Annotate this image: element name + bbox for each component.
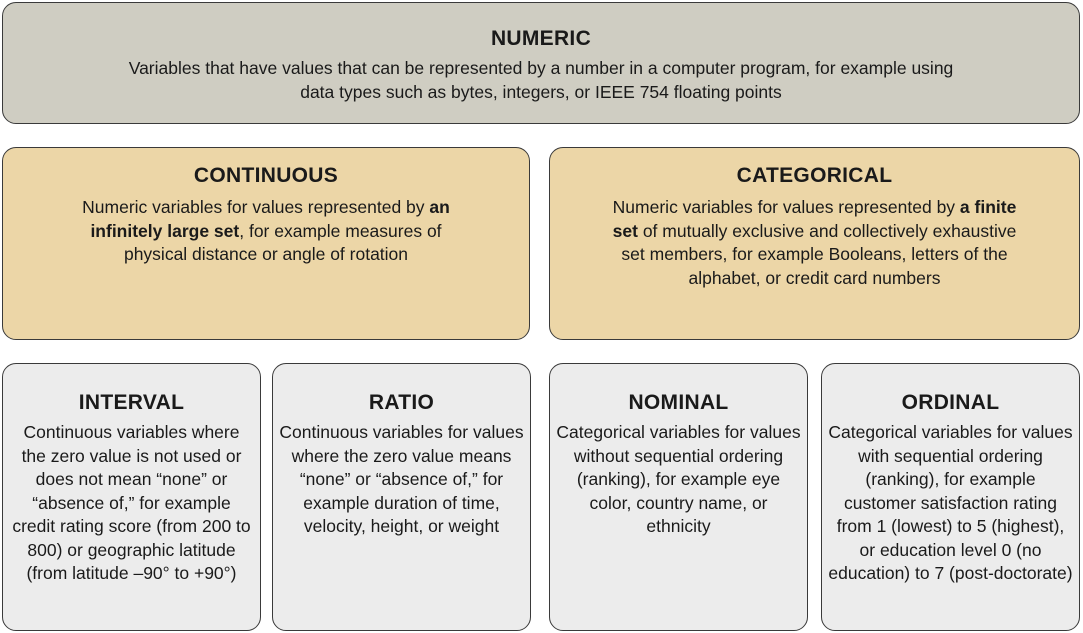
ratio-box [272, 363, 531, 631]
nominal-description: Categorical variables for values without sequential ordering (ranking), for example eye color, country name, or ethnicity [556, 422, 801, 536]
interval-title: INTERVAL [78, 391, 185, 414]
nominal-title: NOMINAL [628, 391, 729, 414]
ratio-description: Continuous variables for values where the zero value means “none” or “absence of,” for example duration of time, velocity, height, or weight [279, 422, 524, 536]
continuous-description [3, 196, 529, 267]
categorical-text-bold: a finite set [612, 197, 1017, 241]
interval-description: Continuous variables where the zero value is not used or does not mean “none” or “absence of,” for example credit rating score (from 200 to 800) or geographic latitude (from latitude –90° to +90°) [12, 422, 251, 583]
categorical-box [549, 147, 1080, 340]
categorical-title: CATEGORICAL [736, 164, 893, 187]
continuous-box [2, 147, 530, 340]
ordinal-box [821, 363, 1080, 631]
categorical-text-end: of mutually exclusive and collectively exhaustive set members, for example Booleans, letters of the alphabet, or credit card numbers [621, 220, 1017, 288]
interval-box [2, 363, 261, 631]
nominal-box [549, 363, 808, 631]
continuous-title: CONTINUOUS [193, 164, 339, 187]
ratio-title: RATIO [368, 391, 435, 414]
continuous-text-bold: an infinitely large set [90, 197, 450, 241]
numeric-title: NUMERIC [490, 27, 592, 50]
categorical-text-start: Numeric variables for values represented by [612, 197, 960, 217]
continuous-text-end: , for example measures of physical distance or angle of rotation [123, 220, 442, 264]
numeric-box [2, 2, 1080, 124]
ordinal-title: ORDINAL [901, 391, 1000, 414]
numeric-description: Variables that have values that can be represented by a number in a computer program, for example using data types such as bytes, integers, or IEEE 754 floating points [128, 58, 954, 102]
continuous-text-start: Numeric variables for values represented by [82, 197, 430, 217]
categorical-description [550, 196, 1079, 290]
ordinal-description: Categorical variables for values with sequential ordering (ranking), for example customer satisfaction rating from 1 (lowest) to 5 (highest), or education level 0 (no education) to 7 (post-doctorate) [828, 422, 1073, 583]
